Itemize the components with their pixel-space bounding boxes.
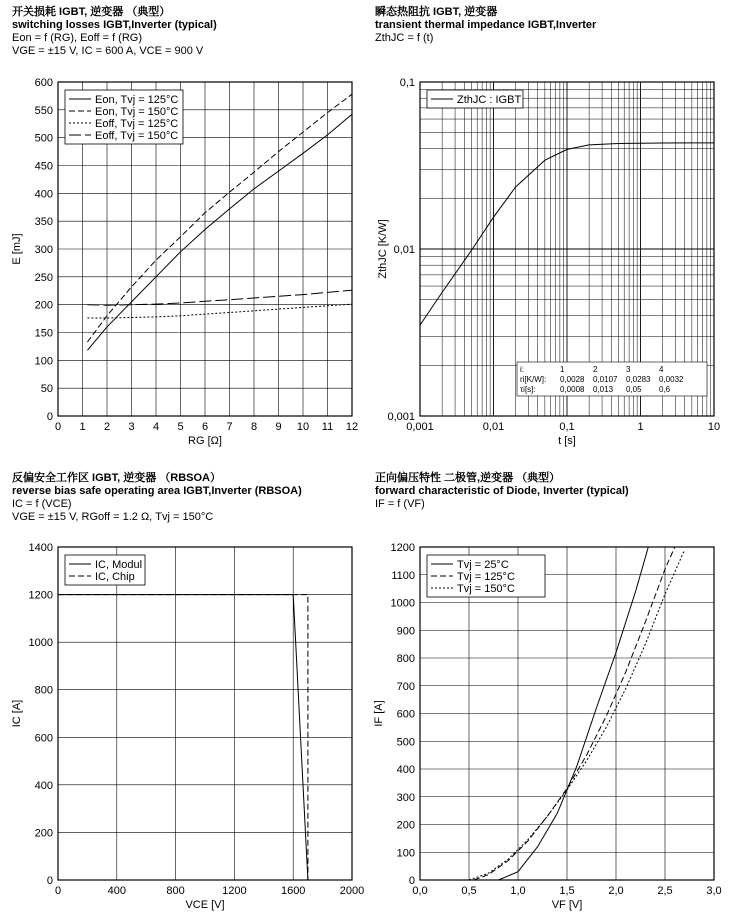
chart3-ytick-label: 1200 <box>28 589 53 602</box>
chart2-ytick-label: 0,001 <box>387 411 415 423</box>
chart4-ytick-label: 1100 <box>391 569 415 582</box>
chart4-ylabel: IF [A] <box>373 700 385 727</box>
chart1-xtick-label: 2 <box>103 421 111 433</box>
chart1-subtitle: switching losses IGBT,Inverter (typical) <box>12 19 217 31</box>
chart1-xtick-label: 4 <box>152 421 160 433</box>
chart4-subtitle: forward characteristic of Diode, Inverter (typical) <box>375 485 629 497</box>
chart3-function: IC = f (VCE) <box>12 498 72 510</box>
chart3-legend-label: IC, Chip <box>95 571 135 583</box>
chart2-xlabel: t [s] <box>558 435 576 447</box>
chart2-table-cell: τi[s]: <box>520 385 536 394</box>
chart1-ytick-label: 300 <box>34 244 53 256</box>
chart1-legend-label: Eoff, Tvj = 125°C <box>95 118 179 130</box>
chart1-xtick-label: 12 <box>345 421 359 433</box>
chart1-xtick-label: 11 <box>321 421 334 433</box>
chart1-legend-label: Eoff, Tvj = 150°C <box>95 130 179 142</box>
chart2-table-cell: i: <box>520 365 524 374</box>
chart3-ytick-label: 400 <box>34 779 53 792</box>
chart3-title: 反偏安全工作区 IGBT, 逆变器 （RBSOA） <box>12 472 222 484</box>
chart4-function: IF = f (VF) <box>375 498 425 510</box>
chart1-series-1 <box>87 114 352 350</box>
chart3-ytick-label: 600 <box>34 732 53 745</box>
chart1-function: Eon = f (RG), Eoff = f (RG) <box>12 32 143 44</box>
chart3 <box>11 542 364 911</box>
chart2-xtick-label: 0,01 <box>482 421 505 433</box>
chart3-ytick-label: 0 <box>46 875 53 887</box>
chart4-ytick-label: 400 <box>396 764 415 776</box>
chart1-ytick-label: 550 <box>34 104 53 117</box>
chart4-xtick-label: 1,0 <box>510 885 526 897</box>
chart4-xtick-label: 3,0 <box>706 885 722 897</box>
chart2-param-table <box>517 362 707 396</box>
chart4-ytick-label: 0 <box>408 875 415 887</box>
chart2-xtick-label: 10 <box>707 421 721 433</box>
chart4-legend-label: Tvj = 25°C <box>457 559 509 571</box>
chart3-xlabel: VCE [V] <box>185 899 225 911</box>
chart3-xtick-label: 800 <box>166 885 185 897</box>
chart4-ytick-label: 900 <box>396 625 415 638</box>
chart3-xtick-label: 400 <box>107 885 126 897</box>
chart3-ylabel: IC [A] <box>11 699 23 728</box>
chart2-ytick-label: 0,01 <box>393 244 415 256</box>
chart2-table-cell: 0,6 <box>659 385 671 394</box>
chart1-ytick-label: 200 <box>34 299 53 312</box>
chart3-legend <box>65 555 145 585</box>
chart2-table-cell: 1 <box>560 365 565 374</box>
chart1 <box>11 77 358 447</box>
chart1-ytick-label: 50 <box>40 383 53 396</box>
chart4-legend-label: Tvj = 150°C <box>457 583 515 595</box>
chart4-title: 正向偏压特性 二极管,逆变器 （典型） <box>375 472 561 484</box>
chart4 <box>373 542 722 911</box>
chart1-ytick-label: 350 <box>34 216 53 229</box>
chart4-xtick-label: 2,5 <box>657 885 673 897</box>
chart2-legend <box>427 90 523 108</box>
chart1-ytick-label: 150 <box>34 327 53 340</box>
chart4-ytick-label: 100 <box>396 847 415 860</box>
chart1-legend-label: Eon, Tvj = 150°C <box>95 106 179 118</box>
chart1-xtick-label: 3 <box>128 421 135 433</box>
chart2-table-cell: 4 <box>659 365 664 374</box>
chart2-ylabel: ZthJC [K/W] <box>377 219 389 279</box>
chart1-xtick-label: 1 <box>79 421 86 433</box>
chart3-conditions: VGE = ±15 V, RGoff = 1.2 Ω, Tvj = 150°C <box>12 511 214 523</box>
chart2-table-cell: 0,0032 <box>659 375 684 384</box>
chart4-legend <box>427 555 545 597</box>
chart3-xtick-label: 1600 <box>280 885 306 897</box>
chart2 <box>377 77 720 447</box>
chart1-xtick-label: 10 <box>296 421 310 433</box>
chart1-xtick-label: 9 <box>275 421 282 433</box>
chart3-ytick-label: 1400 <box>28 542 53 554</box>
chart2-ytick-label: 0,1 <box>399 77 415 89</box>
chart2-xtick-label: 0,001 <box>406 421 434 433</box>
chart3-ytick-label: 200 <box>34 827 53 840</box>
chart3-xtick-label: 2000 <box>339 885 365 897</box>
chart4-ytick-label: 300 <box>396 791 415 804</box>
chart2-xtick-label: 0,1 <box>559 421 575 433</box>
chart3-xtick-label: 0 <box>54 885 62 897</box>
chart2-table-cell: 0,0283 <box>626 375 651 384</box>
chart2-table-cell: 3 <box>626 365 631 374</box>
chart3-ytick-label: 1000 <box>28 637 53 650</box>
chart1-title: 开关损耗 IGBT, 逆变器 （典型） <box>12 6 171 18</box>
chart2-table-cell: 0,0028 <box>560 375 585 384</box>
chart1-ytick-label: 500 <box>34 132 53 145</box>
chart3-xtick-label: 1200 <box>222 885 247 897</box>
chart1-legend-label: Eon, Tvj = 125°C <box>95 94 179 106</box>
chart4-ytick-label: 500 <box>396 736 415 749</box>
chart4-xtick-label: 1,5 <box>559 885 575 897</box>
chart2-table-cell: 2 <box>593 365 598 374</box>
chart2-xtick-label: 1 <box>637 421 644 433</box>
chart2-legend-label: ZthJC : IGBT <box>457 94 522 106</box>
chart1-legend <box>65 90 183 144</box>
chart4-series-3 <box>469 550 685 880</box>
chart2-subtitle: transient thermal impedance IGBT,Inverter <box>375 19 597 31</box>
chart1-xtick-label: 6 <box>201 421 209 433</box>
chart1-xlabel: RG [Ω] <box>188 435 222 447</box>
chart2-table-cell: 0,05 <box>626 385 642 394</box>
chart4-xtick-label: 2,0 <box>608 885 624 897</box>
chart4-ytick-label: 600 <box>396 708 415 721</box>
chart1-xtick-label: 7 <box>226 421 233 433</box>
chart2-table-cell: ri[K/W]: <box>520 375 547 384</box>
chart4-xlabel: VF [V] <box>551 899 583 911</box>
chart4-ytick-label: 800 <box>396 653 415 665</box>
chart1-ytick-label: 400 <box>34 188 53 201</box>
chart4-ytick-label: 1200 <box>390 542 415 554</box>
chart4-xtick-label: 0,0 <box>412 885 428 897</box>
chart1-ytick-label: 0 <box>46 411 53 423</box>
chart1-ytick-label: 450 <box>34 160 53 173</box>
chart3-ytick-label: 800 <box>34 684 53 697</box>
chart1-ylabel: E [mJ] <box>11 233 23 265</box>
chart4-ytick-label: 1000 <box>390 597 415 610</box>
chart2-table-cell: 0,0008 <box>560 385 585 394</box>
chart1-conditions: VGE = ±15 V, IC = 600 A, VCE = 900 V <box>12 45 204 57</box>
chart3-legend-label: IC, Modul <box>95 559 143 571</box>
chart1-ytick-label: 250 <box>34 271 53 284</box>
chart1-ytick-label: 600 <box>34 77 53 89</box>
chart4-ytick-label: 700 <box>396 680 415 693</box>
chart1-ytick-label: 100 <box>34 355 53 368</box>
chart2-table-cell: 0,013 <box>593 385 614 394</box>
chart4-ytick-label: 200 <box>396 819 415 832</box>
chart1-xtick-label: 8 <box>250 421 258 433</box>
chart4-xtick-label: 0,5 <box>461 885 477 897</box>
chart1-xtick-label: 0 <box>54 421 62 433</box>
chart2-table-cell: 0,0107 <box>593 375 618 384</box>
chart1-xtick-label: 5 <box>177 421 184 433</box>
chart2-title: 瞬态热阻抗 IGBT, 逆变器 <box>375 6 498 18</box>
chart2-function: ZthJC = f (t) <box>375 32 434 44</box>
chart4-legend-label: Tvj = 125°C <box>457 571 515 583</box>
chart3-subtitle: reverse bias safe operating area IGBT,Inverter (RBSOA) <box>12 485 302 497</box>
